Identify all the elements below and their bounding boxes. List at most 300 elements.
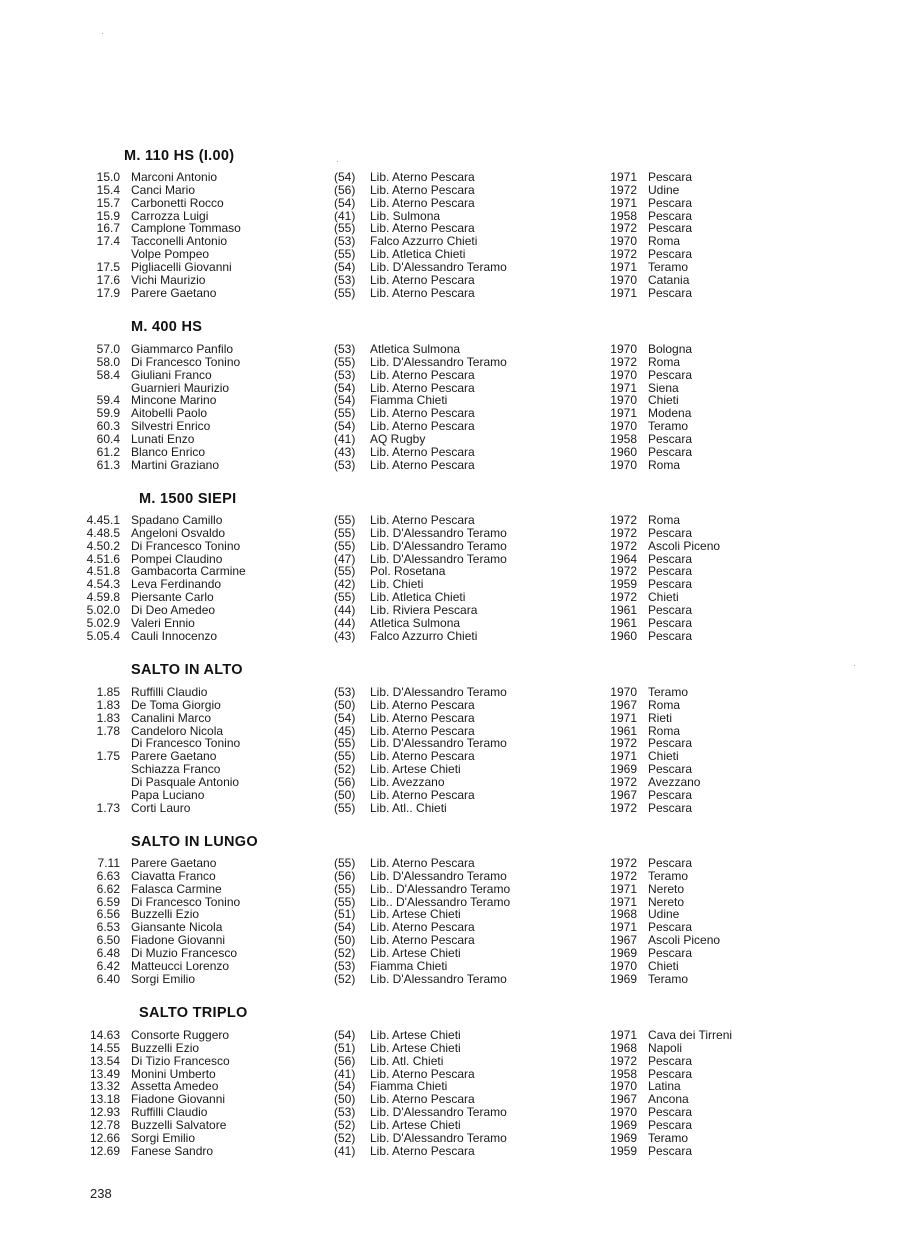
- result-date: 1972: [610, 564, 637, 579]
- result-year: (54): [334, 419, 356, 434]
- result-city: Chieti: [648, 749, 679, 764]
- result-city: Teramo: [648, 259, 689, 274]
- result-club: Lib. D'Alessandro Teramo: [370, 538, 507, 553]
- result-name: Buzzelli Ezio: [131, 907, 200, 922]
- result-city: Latina: [648, 1079, 681, 1094]
- result-name: Leva Ferdinando: [131, 577, 222, 592]
- result-year: (55): [334, 749, 356, 764]
- result-city: Ascoli Piceno: [648, 933, 721, 948]
- result-mark: 12.93: [89, 1105, 120, 1120]
- result-mark: 60.3: [96, 419, 120, 434]
- result-city: Chieti: [648, 590, 679, 605]
- result-name: Assetta Amedeo: [131, 1079, 219, 1094]
- result-date: 1958: [610, 208, 637, 223]
- result-mark: 5.02.0: [86, 603, 120, 617]
- result-club: Lib. Aterno Pescara: [370, 920, 475, 935]
- result-club: Lib. Atl. Chieti: [370, 1053, 444, 1068]
- result-date: 1968: [610, 1040, 637, 1055]
- result-name: Ciavatta Franco: [131, 868, 216, 883]
- result-year: (45): [334, 723, 356, 738]
- result-name: Tacconelli Antonio: [131, 234, 228, 249]
- result-club: Lib. Aterno Pescara: [370, 182, 475, 197]
- result-club: Lib. Aterno Pescara: [370, 1143, 475, 1158]
- result-city: Udine: [648, 907, 680, 922]
- result-date: 1972: [610, 868, 637, 883]
- result-year: (43): [334, 628, 356, 643]
- result-year: (55): [334, 856, 356, 870]
- result-club: Lib. D'Alessandro Teramo: [370, 551, 507, 566]
- result-year: (56): [334, 1053, 356, 1068]
- result-year: (55): [334, 525, 356, 540]
- result-name: Buzzelli Ezio: [131, 1040, 200, 1055]
- result-name: Buzzelli Salvatore: [131, 1118, 227, 1132]
- result-mark: 5.02.9: [86, 615, 120, 630]
- result-year: (41): [334, 1143, 356, 1158]
- result-date: 1959: [610, 577, 637, 592]
- result-name: Cauli Innocenzo: [131, 628, 218, 643]
- result-city: Bologna: [648, 342, 693, 356]
- result-mark: 4.59.8: [86, 590, 120, 605]
- result-mark: 58.0: [96, 354, 120, 369]
- result-name: Carrozza Luigi: [131, 208, 209, 223]
- result-year: (44): [334, 603, 356, 617]
- result-date: 1961: [610, 615, 637, 630]
- result-name: Di Francesco Tonino: [131, 736, 241, 751]
- result-mark: 6.48: [96, 946, 120, 960]
- result-row: [0, 1145, 900, 1158]
- result-year: (56): [334, 182, 356, 197]
- result-name: Martini Graziano: [131, 457, 220, 472]
- result-date: 1970: [610, 457, 637, 472]
- result-city: Pescara: [648, 920, 693, 935]
- result-name: Carbonetti Rocco: [131, 195, 224, 210]
- result-row: [0, 883, 900, 896]
- result-club: Lib. Aterno Pescara: [370, 221, 475, 236]
- result-mark: 16.7: [96, 221, 120, 236]
- result-year: (55): [334, 285, 356, 300]
- result-mark: 17.5: [96, 259, 120, 274]
- result-name: Di Tizio Francesco: [131, 1053, 230, 1068]
- result-club: Lib. D'Alessandro Teramo: [370, 971, 507, 986]
- result-date: 1972: [610, 736, 637, 751]
- result-city: Pescara: [648, 736, 693, 751]
- result-city: Pescara: [648, 564, 693, 579]
- result-city: Roma: [648, 354, 681, 369]
- result-date: 1972: [610, 354, 637, 369]
- result-city: Pescara: [648, 603, 693, 617]
- result-club: Lib. Atl.. Chieti: [370, 800, 447, 815]
- result-mark: 12.78: [89, 1118, 120, 1132]
- result-year: (55): [334, 564, 356, 579]
- result-date: 1972: [610, 247, 637, 262]
- result-name: Pigliacelli Giovanni: [131, 259, 232, 274]
- result-year: (42): [334, 577, 356, 592]
- result-mark: 7.11: [97, 856, 120, 870]
- result-year: (55): [334, 800, 356, 815]
- result-club: Fiamma Chieti: [370, 1079, 448, 1094]
- result-row: [0, 960, 900, 973]
- result-mark: 1.83: [96, 697, 120, 712]
- result-year: (55): [334, 881, 356, 896]
- result-name: Valeri Ennio: [131, 615, 195, 630]
- result-year: (55): [334, 538, 356, 553]
- result-city: Pescara: [648, 431, 693, 446]
- result-year: (54): [334, 920, 356, 935]
- result-club: Lib. Aterno Pescara: [370, 444, 475, 459]
- result-year: (55): [334, 894, 356, 909]
- result-name: Aitobelli Paolo: [131, 406, 208, 421]
- result-name: Di Francesco Tonino: [131, 538, 241, 553]
- result-date: 1970: [610, 367, 637, 382]
- result-city: Teramo: [648, 1130, 689, 1145]
- result-club: Lib. Atletica Chieti: [370, 247, 466, 262]
- result-row: [0, 712, 900, 725]
- scan-speck: ·: [853, 660, 856, 670]
- result-city: Nereto: [648, 894, 685, 909]
- result-name: Di Muzio Francesco: [131, 946, 238, 960]
- result-city: Pescara: [648, 856, 693, 870]
- result-club: Falco Azzurro Chieti: [370, 234, 478, 249]
- result-name: Parere Gaetano: [131, 749, 217, 764]
- result-date: 1970: [610, 342, 637, 356]
- result-club: Lib. Aterno Pescara: [370, 170, 475, 184]
- result-name: Parere Gaetano: [131, 285, 217, 300]
- result-row: [0, 1055, 900, 1068]
- result-name: Ruffilli Claudio: [131, 685, 208, 699]
- section-title: M. 400 HS: [131, 319, 203, 335]
- result-year: (50): [334, 1092, 356, 1107]
- result-date: 1970: [610, 958, 637, 973]
- result-year: (53): [334, 457, 356, 472]
- result-city: Pescara: [648, 762, 693, 777]
- result-name: Fanese Sandro: [131, 1143, 214, 1158]
- result-date: 1967: [610, 1092, 637, 1107]
- result-name: Marconi Antonio: [131, 170, 218, 184]
- result-club: Lib. Aterno Pescara: [370, 787, 475, 802]
- result-date: 1967: [610, 697, 637, 712]
- result-club: Lib. D'Alessandro Teramo: [370, 1105, 507, 1120]
- result-city: Roma: [648, 513, 681, 527]
- result-year: (52): [334, 1118, 356, 1132]
- result-date: 1967: [610, 787, 637, 802]
- result-city: Pescara: [648, 367, 693, 382]
- result-name: Mincone Marino: [131, 393, 217, 408]
- result-date: 1968: [610, 907, 637, 922]
- result-city: Roma: [648, 234, 681, 249]
- result-year: (55): [334, 354, 356, 369]
- result-club: Lib. D'Alessandro Teramo: [370, 259, 507, 274]
- result-mark: 13.54: [89, 1053, 120, 1068]
- result-mark: 1.85: [96, 685, 120, 699]
- result-club: Lib. Aterno Pescara: [370, 195, 475, 210]
- result-row: [0, 274, 900, 287]
- result-name: Blanco Enrico: [131, 444, 206, 459]
- result-row: [0, 184, 900, 197]
- result-name: De Toma Giorgio: [131, 697, 221, 712]
- result-city: Cava dei Tirreni: [648, 1028, 733, 1042]
- result-mark: 12.69: [89, 1143, 120, 1158]
- result-city: Udine: [648, 182, 680, 197]
- result-club: Lib. Aterno Pescara: [370, 380, 475, 395]
- result-city: Pescara: [648, 1118, 693, 1132]
- result-mark: 61.3: [96, 457, 120, 472]
- result-date: 1971: [610, 1028, 637, 1042]
- result-club: Lib. Aterno Pescara: [370, 272, 475, 287]
- result-city: Pescara: [648, 551, 693, 566]
- result-year: (52): [334, 946, 356, 960]
- result-year: (47): [334, 551, 356, 566]
- result-club: Lib. Aterno Pescara: [370, 697, 475, 712]
- result-city: Pescara: [648, 946, 693, 960]
- result-city: Pescara: [648, 1105, 693, 1120]
- result-date: 1971: [610, 920, 637, 935]
- result-club: Lib.. D'Alessandro Teramo: [370, 881, 511, 896]
- result-club: Lib.. D'Alessandro Teramo: [370, 894, 511, 909]
- result-date: 1970: [610, 272, 637, 287]
- result-year: (54): [334, 710, 356, 725]
- result-name: Guarnieri Maurizio: [131, 380, 230, 395]
- result-club: Fiamma Chieti: [370, 958, 448, 973]
- result-date: 1961: [610, 603, 637, 617]
- result-name: Fiadone Giovanni: [131, 933, 226, 948]
- result-club: Lib. Aterno Pescara: [370, 457, 475, 472]
- result-mark: 17.9: [96, 285, 120, 300]
- result-club: Lib. Aterno Pescara: [370, 749, 475, 764]
- result-city: Pescara: [648, 628, 693, 643]
- result-year: (54): [334, 393, 356, 408]
- result-date: 1961: [610, 723, 637, 738]
- result-club: Lib. Chieti: [370, 577, 424, 592]
- result-year: (54): [334, 1028, 356, 1042]
- result-name: Angeloni Osvaldo: [131, 525, 226, 540]
- result-year: (53): [334, 272, 356, 287]
- result-row: [0, 802, 900, 815]
- result-mark: 4.51.8: [86, 564, 120, 579]
- result-city: Teramo: [648, 685, 689, 699]
- result-city: Teramo: [648, 971, 689, 986]
- result-year: (51): [334, 907, 356, 922]
- result-year: (44): [334, 615, 356, 630]
- result-row: [0, 446, 900, 459]
- result-row: [0, 356, 900, 369]
- result-city: Pescara: [648, 170, 693, 184]
- result-mark: 13.32: [89, 1079, 120, 1094]
- result-club: Lib. Riviera Pescara: [370, 603, 478, 617]
- result-club: Lib. Aterno Pescara: [370, 710, 475, 725]
- result-mark: 13.18: [89, 1092, 120, 1107]
- result-club: Lib. D'Alessandro Teramo: [370, 354, 507, 369]
- result-city: Pescara: [648, 615, 693, 630]
- result-name: Vichi Maurizio: [131, 272, 206, 287]
- result-mark: 15.0: [96, 170, 120, 184]
- result-name: Di Francesco Tonino: [131, 354, 241, 369]
- result-date: 1972: [610, 856, 637, 870]
- result-date: 1971: [610, 285, 637, 300]
- result-row: [0, 1042, 900, 1055]
- result-club: Lib. D'Alessandro Teramo: [370, 525, 507, 540]
- result-city: Teramo: [648, 419, 689, 434]
- result-club: Lib. Aterno Pescara: [370, 406, 475, 421]
- result-club: Lib. Artese Chieti: [370, 1040, 461, 1055]
- result-year: (55): [334, 406, 356, 421]
- result-club: Lib. Artese Chieti: [370, 762, 461, 777]
- result-date: 1969: [610, 762, 637, 777]
- result-name: Giuliani Franco: [131, 367, 212, 382]
- result-year: (50): [334, 787, 356, 802]
- result-row: [0, 870, 900, 883]
- result-city: Pescara: [648, 195, 693, 210]
- result-row: [0, 973, 900, 986]
- result-name: Schiazza Franco: [131, 762, 221, 777]
- scan-speck: ·: [101, 28, 104, 38]
- result-year: (50): [334, 697, 356, 712]
- result-date: 1972: [610, 513, 637, 527]
- result-name: Spadano Camillo: [131, 513, 223, 527]
- result-date: 1970: [610, 1105, 637, 1120]
- result-row: [0, 433, 900, 446]
- result-city: Roma: [648, 697, 681, 712]
- result-club: Lib. Aterno Pescara: [370, 285, 475, 300]
- section-title: SALTO IN ALTO: [131, 662, 243, 678]
- result-date: 1970: [610, 234, 637, 249]
- result-club: Lib. Aterno Pescara: [370, 367, 475, 382]
- result-mark: 1.75: [96, 749, 120, 764]
- result-club: AQ Rugby: [370, 431, 426, 446]
- result-year: (56): [334, 775, 356, 789]
- result-name: Sorgi Emilio: [131, 971, 196, 986]
- result-city: Ancona: [648, 1092, 689, 1107]
- result-date: 1969: [610, 1118, 637, 1132]
- result-mark: 6.59: [96, 894, 120, 909]
- result-year: (55): [334, 513, 356, 527]
- result-name: Falasca Carmine: [131, 881, 222, 896]
- result-club: Falco Azzurro Chieti: [370, 628, 478, 643]
- result-mark: 58.4: [96, 367, 120, 382]
- result-city: Pescara: [648, 800, 693, 815]
- result-date: 1971: [610, 710, 637, 725]
- result-date: 1972: [610, 800, 637, 815]
- section-title: M. 1500 SIEPI: [139, 491, 237, 507]
- result-name: Papa Luciano: [131, 787, 205, 802]
- result-club: Lib. Aterno Pescara: [370, 933, 475, 948]
- result-city: Pescara: [648, 247, 693, 262]
- result-name: Giammarco Panfilo: [131, 342, 234, 356]
- result-name: Di Pasquale Antonio: [131, 775, 240, 789]
- result-mark: 14.63: [89, 1028, 120, 1042]
- result-city: Pescara: [648, 285, 693, 300]
- result-row: [0, 287, 900, 300]
- result-city: Modena: [648, 406, 692, 421]
- result-mark: 5.05.4: [86, 628, 120, 643]
- result-name: Camplone Tommaso: [131, 221, 241, 236]
- result-city: Pescara: [648, 577, 693, 592]
- result-mark: 4.45.1: [86, 513, 120, 527]
- result-year: (52): [334, 1130, 356, 1145]
- result-name: Lunati Enzo: [131, 431, 195, 446]
- result-city: Nereto: [648, 881, 685, 896]
- result-mark: 15.7: [96, 195, 120, 210]
- result-year: (55): [334, 221, 356, 236]
- result-date: 1960: [610, 444, 637, 459]
- result-club: Lib. Aterno Pescara: [370, 723, 475, 738]
- result-name: Volpe Pompeo: [131, 247, 210, 262]
- result-city: Pescara: [648, 208, 693, 223]
- result-date: 1969: [610, 971, 637, 986]
- result-club: Lib. Aterno Pescara: [370, 1066, 475, 1081]
- result-city: Chieti: [648, 958, 679, 973]
- result-mark: 6.62: [96, 881, 120, 896]
- result-name: Giansante Nicola: [131, 920, 223, 935]
- result-mark: 17.6: [96, 272, 120, 287]
- result-mark: 15.4: [96, 182, 120, 197]
- result-name: Di Deo Amedeo: [131, 603, 216, 617]
- result-date: 1971: [610, 259, 637, 274]
- result-city: Pescara: [648, 787, 693, 802]
- result-mark: 6.42: [96, 958, 120, 973]
- result-club: Lib. Artese Chieti: [370, 1028, 461, 1042]
- result-row: [0, 1132, 900, 1145]
- result-row: [0, 789, 900, 802]
- result-date: 1972: [610, 525, 637, 540]
- result-city: Roma: [648, 723, 681, 738]
- result-mark: 59.4: [96, 393, 120, 408]
- result-date: 1972: [610, 538, 637, 553]
- result-city: Pescara: [648, 1143, 693, 1158]
- result-name: Gambacorta Carmine: [131, 564, 246, 579]
- result-name: Ruffilli Claudio: [131, 1105, 208, 1120]
- result-club: Fiamma Chieti: [370, 393, 448, 408]
- result-row: [0, 261, 900, 274]
- result-year: (53): [334, 367, 356, 382]
- result-name: Di Francesco Tonino: [131, 894, 241, 909]
- result-city: Chieti: [648, 393, 679, 408]
- result-club: Lib. Sulmona: [370, 208, 441, 223]
- result-date: 1971: [610, 881, 637, 896]
- result-year: (51): [334, 1040, 356, 1055]
- result-mark: 1.83: [96, 710, 120, 725]
- result-year: (53): [334, 958, 356, 973]
- result-date: 1959: [610, 1143, 637, 1158]
- result-name: Corti Lauro: [131, 800, 191, 815]
- result-name: Consorte Ruggero: [131, 1028, 230, 1042]
- result-club: Lib. Artese Chieti: [370, 1118, 461, 1132]
- result-date: 1972: [610, 775, 637, 789]
- result-year: (54): [334, 195, 356, 210]
- result-mark: 13.49: [89, 1066, 120, 1081]
- result-year: (53): [334, 342, 356, 356]
- section-title: SALTO IN LUNGO: [131, 834, 258, 850]
- result-city: Teramo: [648, 868, 689, 883]
- result-date: 1969: [610, 1130, 637, 1145]
- result-club: Lib. Avezzano: [370, 775, 445, 789]
- result-club: Lib. Artese Chieti: [370, 946, 461, 960]
- result-mark: 59.9: [96, 406, 120, 421]
- result-date: 1971: [610, 406, 637, 421]
- result-row: [0, 540, 900, 553]
- result-year: (55): [334, 736, 356, 751]
- result-year: (50): [334, 933, 356, 948]
- result-name: Parere Gaetano: [131, 856, 217, 870]
- result-date: 1969: [610, 946, 637, 960]
- result-mark: 12.66: [89, 1130, 120, 1145]
- result-year: (41): [334, 1066, 356, 1081]
- result-city: Pescara: [648, 444, 693, 459]
- result-city: Avezzano: [648, 775, 701, 789]
- result-mark: 1.73: [96, 800, 120, 815]
- result-row: [0, 617, 900, 630]
- result-date: 1964: [610, 551, 637, 566]
- result-date: 1971: [610, 170, 637, 184]
